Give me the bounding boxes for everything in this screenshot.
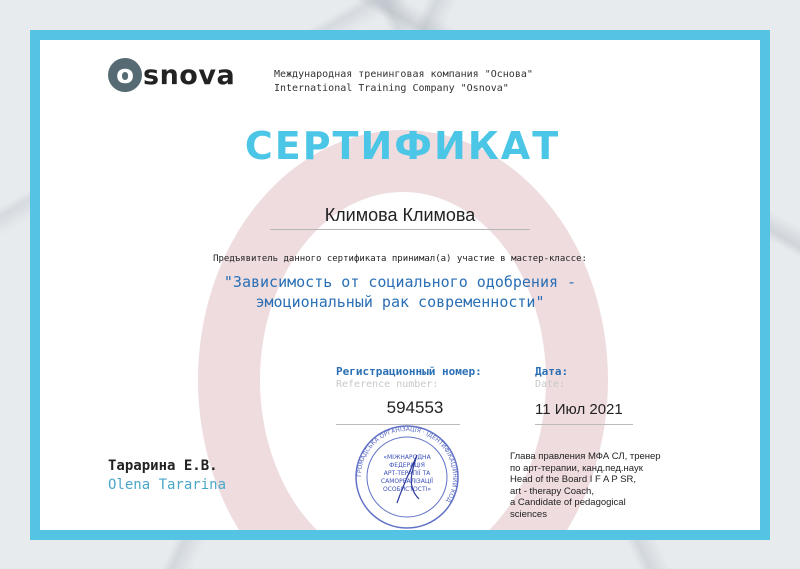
certificate-sheet: [40, 40, 760, 530]
course-title-line2: эмоциональный рак современности": [255, 293, 545, 311]
position-line: Head of the Board I F A P SR,: [510, 474, 637, 485]
registration-sublabel: Reference number:: [336, 379, 439, 390]
position-line: a Candidate of pedagogical: [510, 497, 626, 508]
signer-name-en: Olena Tararina: [108, 477, 227, 493]
date-value: 11 Июл 2021: [535, 401, 623, 418]
company-name-ru: Международная тренинговая компания "Основа": [274, 69, 533, 80]
company-name: [274, 68, 533, 96]
signer-position: [510, 451, 710, 520]
recipient-underline: [270, 229, 530, 230]
stamp-inner-line4: САМОРЕАЛІЗАЦІЇ: [380, 478, 434, 485]
signer-name-ru: Тарарина Е.В.: [108, 458, 218, 474]
stamp-inner-line3: АРТ-ТЕРАПІЇ ТА: [383, 470, 431, 477]
osnova-logo: [108, 58, 235, 92]
stamp-inner-line5: ОСОБИСТОСТІ»: [382, 486, 432, 493]
date-underline: [535, 424, 633, 425]
position-line: art - therapy Coach,: [510, 485, 594, 497]
stamp-outer-text: ГРОМАДСЬКА ОРГАНІЗАЦІЯ · ІДЕНТИФІКАЦІЙНИЙ КОД: [355, 425, 459, 504]
stamp-inner-line1: «МІЖНАРОДНА: [383, 454, 431, 461]
course-title-line1: "Зависимость от социального одобрения -: [223, 273, 577, 291]
logo-text: snova: [143, 59, 236, 91]
registration-label: Регистрационный номер:: [336, 365, 482, 378]
certificate-title: СЕРТИФИКАТ: [244, 124, 561, 168]
position-line: по арт-терапии, канд.пед.наук: [510, 462, 643, 474]
course-title: [40, 272, 760, 312]
position-line: Глава правления МФА СЛ, тренер: [510, 451, 661, 462]
participation-text: Предъявитель данного сертификата принимал(а) участие в мастер-классе:: [213, 254, 587, 264]
logo-mark: o: [108, 58, 142, 92]
stamp-inner-line2: ФЕДЕРАЦІЯ: [389, 462, 425, 469]
position-line: sciences: [510, 508, 547, 520]
date-label: Дата:: [535, 365, 569, 378]
registration-number: 594553: [386, 398, 444, 417]
date-sublabel: Date:: [535, 379, 566, 390]
company-name-en: International Training Company "Osnova": [274, 83, 509, 94]
recipient-name: Климова Климова: [324, 205, 476, 225]
official-stamp: [347, 425, 467, 530]
